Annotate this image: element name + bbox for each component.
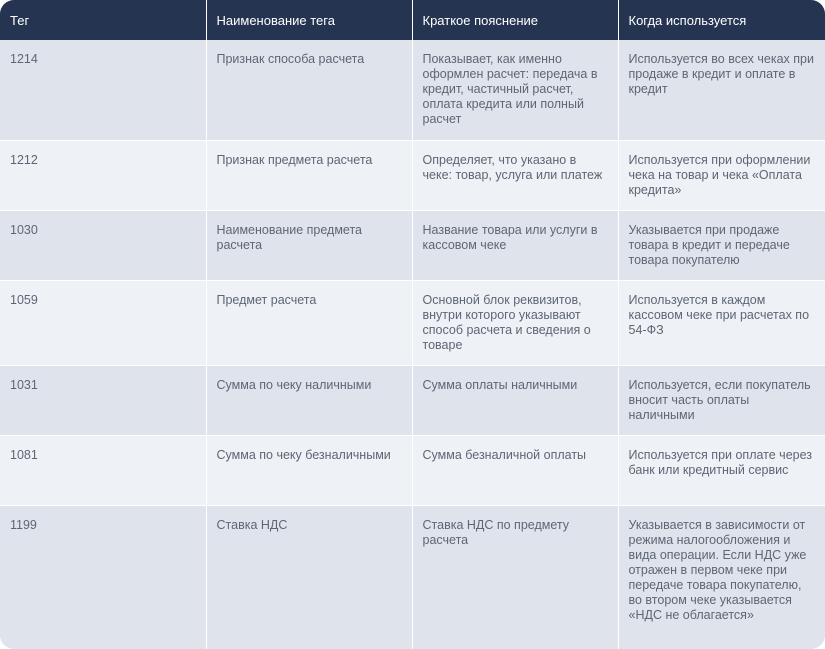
cell-description: Основной блок реквизитов, внутри которого указывают способ расчета и сведения о товаре: [412, 280, 618, 365]
table-row: [0, 210, 825, 280]
table-row: [0, 280, 825, 365]
header-tag: Тег: [0, 0, 206, 40]
cell-usage: Используется, если покупатель вносит часть оплаты наличными: [618, 365, 825, 435]
cell-name: Ставка НДС: [206, 505, 412, 649]
cell-usage: Указывается при продаже товара в кредит и передаче товара покупателю: [618, 210, 825, 280]
table-header-row: [0, 0, 825, 40]
cell-description: Сумма оплаты наличными: [412, 365, 618, 435]
cell-tag: 1212: [0, 140, 206, 210]
table-row: [0, 435, 825, 505]
cell-tag: 1059: [0, 280, 206, 365]
cell-description: Ставка НДС по предмету расчета: [412, 505, 618, 649]
cell-name: Наименование предмета расчета: [206, 210, 412, 280]
table-row: [0, 140, 825, 210]
header-description: Краткое пояснение: [412, 0, 618, 40]
cell-usage: Используется при оплате через банк или кредитный сервис: [618, 435, 825, 505]
cell-name: Сумма по чеку безналичными: [206, 435, 412, 505]
cell-usage: Используется в каждом кассовом чеке при расчетах по 54-ФЗ: [618, 280, 825, 365]
cell-tag: 1214: [0, 40, 206, 140]
header-name: Наименование тега: [206, 0, 412, 40]
table-row: [0, 365, 825, 435]
cell-tag: 1199: [0, 505, 206, 649]
table-row: [0, 40, 825, 140]
cell-tag: 1081: [0, 435, 206, 505]
header-usage: Когда используется: [628, 12, 747, 28]
cell-tag: 1030: [0, 210, 206, 280]
cell-name: Предмет расчета: [206, 280, 412, 365]
cell-name: Сумма по чеку наличными: [206, 365, 412, 435]
cell-usage: Используется во всех чеках при продаже в кредит и оплате в кредит: [618, 40, 825, 140]
cell-description: Сумма безналичной оплаты: [412, 435, 618, 505]
cell-tag: 1031: [0, 365, 206, 435]
cell-description: Определяет, что указано в чеке: товар, услуга или платеж: [412, 140, 618, 210]
cell-description: Показывает, как именно оформлен расчет: передача в кредит, частичный расчет, оплата кредита или полный расчет: [412, 40, 618, 140]
cell-name: Признак предмета расчета: [206, 140, 412, 210]
cell-usage: Используется при оформлении чека на товар и чека «Оплата кредита»: [618, 140, 825, 210]
cell-name: Признак способа расчета: [206, 40, 412, 140]
table-row: [0, 505, 825, 649]
cell-description: Название товара или услуги в кассовом чеке: [412, 210, 618, 280]
cell-usage: Указывается в зависимости от режима налогообложения и вида операции. Если НДС уже отражен в первом чеке при передаче товара покупателю, во втором чеке указывается «НДС не облагается»: [628, 517, 807, 622]
